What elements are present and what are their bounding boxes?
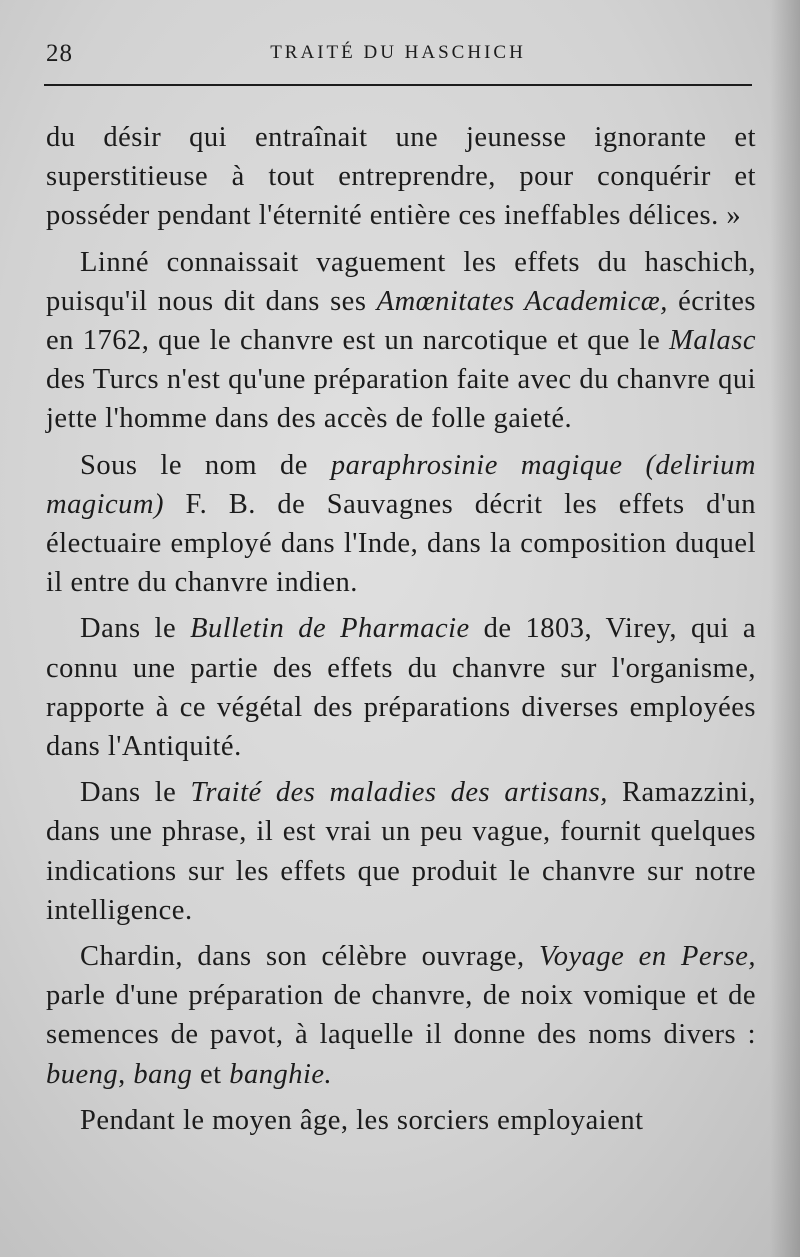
italic-title: Voyage en Perse, [538, 941, 756, 973]
paragraph-linne [46, 243, 756, 439]
page-number: 28 [46, 40, 73, 67]
italic-term: bang [133, 1058, 193, 1090]
text-run: de 1803, Virey, qui a connu une partie des effets du chanvre sur l'organisme, rapporte à ce végétal des préparations diverses employées dans l'Antiquité. [46, 613, 757, 763]
text-run: et [192, 1058, 230, 1090]
italic-term: bueng [46, 1058, 119, 1090]
page-edge-shadow [770, 0, 800, 1257]
text-run: Dans le [80, 777, 191, 809]
text-run: Chardin, dans son célèbre ouvrage, [80, 941, 539, 973]
running-title: TRAITÉ DU HASCHICH [270, 42, 526, 63]
text-run: des Turcs n'est qu'une préparation faite avec du chanvre qui jette l'homme dans des accès de folle gaieté. [46, 364, 756, 435]
text-run: Linné connaissait vaguement les effets du haschich, puisqu'il nous dit dans ses [46, 246, 756, 317]
text-run: Pendant le moyen âge, les sorciers employaient [80, 1104, 644, 1136]
italic-title: Bulletin de Pharmacie [190, 613, 470, 645]
text-run: écrites en 1762, que le chanvre est un narcotique et que le [46, 285, 756, 357]
text-run: , [118, 1058, 134, 1090]
italic-term: paraphrosinie magique (delirium magicum) [46, 449, 757, 520]
paragraph-moyen-age [46, 1101, 756, 1140]
paragraph-virey [46, 609, 756, 766]
text-run: Dans le [80, 613, 191, 645]
italic-term: Malasc [669, 325, 756, 357]
paragraph-sauvagnes [46, 446, 756, 603]
text-run: F. B. de Sauvagnes décrit les effets d'un électuaire employé dans l'Inde, dans la composition duquel il entre du chanvre indien. [46, 488, 756, 599]
text-run: Ramazzini, dans une phrase, il est vrai un peu vague, fournit quelques indications sur les effets que produit le chanvre sur notre intelligence. [46, 777, 757, 926]
paragraph-continuation [46, 118, 756, 236]
body-text [46, 118, 756, 1147]
text-run: du désir qui entraînait une jeunesse ignorante et superstitieuse à tout entreprendre, pour conquérir et posséder pendant l'éternité entière ces ineffables délices. » [46, 122, 756, 232]
text-run: Sous le nom de [80, 449, 331, 481]
header-rule [44, 84, 752, 86]
paragraph-chardin [46, 937, 756, 1094]
text-run: parle d'une préparation de chanvre, de noix vomique et de semences de pavot, à laquelle il donne des noms divers : [46, 980, 756, 1051]
running-header [44, 34, 752, 84]
italic-title: Traité des maladies des artisans, [190, 777, 608, 809]
italic-title: Amœnitates Academicæ, [376, 285, 668, 317]
paragraph-ramazzini [46, 773, 756, 930]
italic-term: banghie. [229, 1058, 333, 1090]
